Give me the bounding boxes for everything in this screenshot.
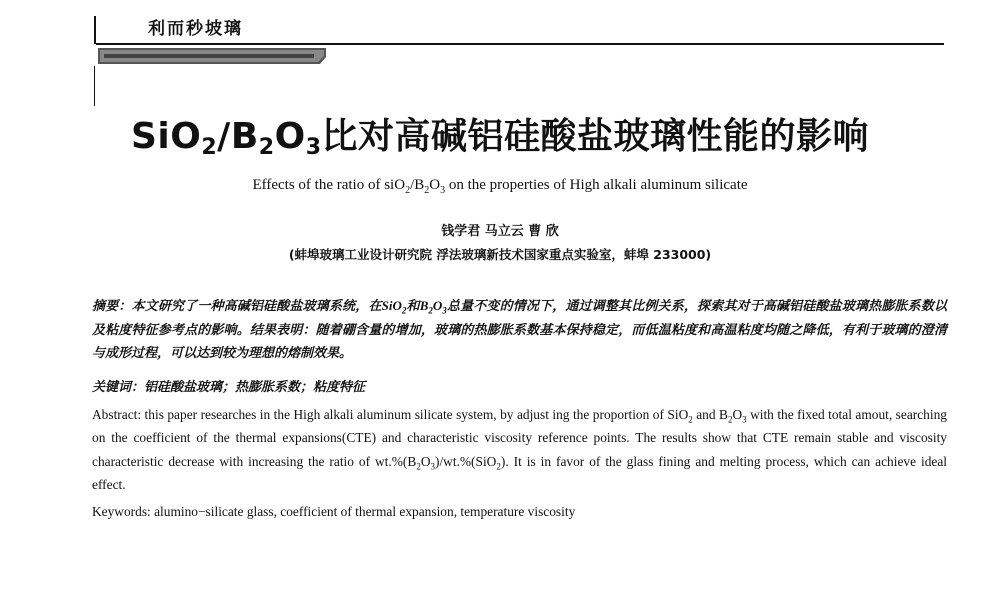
abstract-cn: 摘要：本文研究了一种高碱铝硅酸盐玻璃系统，在SiO$_2$和$B_2O_3$总量不变的情况下，通过调整其比例关系，探索其对于高碱铝硅酸盐玻璃热膨胀系数以及粘度特征参考点的影响。结果表明：随着硼含量的增加，玻璃的热膨胀系数基本保持稳定，而低温粘度和高温粘度均随之降低，有利于玻璃的澄清与成形过程，可以达到较为理想的熔制效果。 [92,298,947,360]
abstract-en: Abstract: this paper researches in the High alkali aluminum silicate system, by adjust ing the proportion of SiO$_2$ and $B_2O_3$ with the fixed total amout, searching on the coefficient of the thermal expansions(CTE) and characteristic viscosity reference points. The results show that CTE remain stable and viscosity characteristic decrease with increasing the ratio of $wt.\%(B_2O_3)/wt.\%(SiO_2)$. It is in favor of the glass fining and melting process, which can achieve ideal effect. [92,407,948,493]
article-title: $SiO_2/B_2O_3$比对高碱铝硅酸盐玻璃性能的影响 [130,116,870,160]
keywords-en-label: Keywords: [92,504,151,519]
abstract-en-label: Abstract: [92,407,142,422]
header-rule [96,43,944,45]
keywords-cn-label: 关键词： [92,379,145,394]
header-left-tick [94,16,96,44]
abstract-cn-label: 摘要： [92,298,132,313]
journal-name: 利而秒坡璃 [148,19,243,39]
article-title-en: Effects of the ratio of $siO_2/B_2O_3$ on the properties of High alkali aluminum silicate [252,177,748,196]
keywords-cn: 关键词：铝硅酸盐玻璃；热膨胀系数；粘度特征 [92,379,366,394]
affiliation: (蚌埠玻璃工业设计研究院 浮法玻璃新技术国家重点实验室，蚌埠 233000) [288,247,712,262]
keywords-en: Keywords: alumino−silicate glass, coefficient of thermal expansion, temperature viscosity [92,504,576,519]
left-margin-tick [94,66,95,106]
header-decorative-band [98,48,326,64]
authors: 钱学君 马立云 曹 欣 [441,224,559,239]
